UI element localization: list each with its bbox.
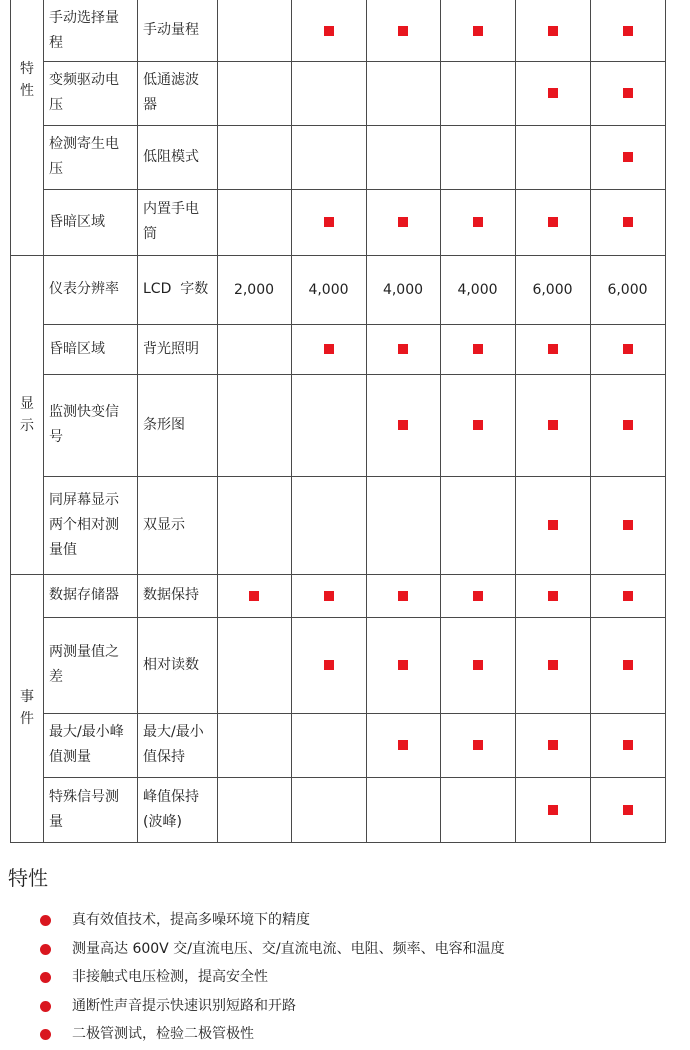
function-cell: 相对读数 xyxy=(143,656,199,673)
grid-line xyxy=(665,0,666,842)
feature-text: 二极管测试，检验二极管极性 xyxy=(72,1026,254,1042)
bullet-dot-icon xyxy=(40,972,51,983)
supported-mark-icon xyxy=(398,591,408,601)
supported-mark-icon xyxy=(324,217,334,227)
function-cell: 双显示 xyxy=(143,516,185,533)
grid-line xyxy=(440,0,441,842)
supported-mark-icon xyxy=(548,520,558,530)
supported-mark-icon xyxy=(324,660,334,670)
feature-item xyxy=(36,963,505,992)
supported-mark-icon xyxy=(548,88,558,98)
supported-mark-icon xyxy=(324,26,334,36)
grid-line xyxy=(590,0,591,842)
feature-item xyxy=(36,935,505,964)
feature-cell: 检测寄生电 压 xyxy=(49,136,119,177)
supported-mark-icon xyxy=(623,740,633,750)
bullet-dot-icon xyxy=(40,915,51,926)
grid-line xyxy=(291,0,292,842)
feature-cell: 同屏幕显示 两个相对测 量值 xyxy=(49,491,119,558)
feature-cell: 两测量值之 差 xyxy=(49,644,119,685)
feature-cell: 昏暗区域 xyxy=(49,213,105,230)
feature-cell: 变频驱动电 压 xyxy=(49,72,119,113)
feature-text: 通断性声音提示快速识别短路和开路 xyxy=(72,997,296,1014)
function-cell: 条形图 xyxy=(143,416,185,433)
supported-mark-icon xyxy=(548,740,558,750)
supported-mark-icon xyxy=(548,26,558,36)
supported-mark-icon xyxy=(623,660,633,670)
supported-mark-icon xyxy=(473,217,483,227)
grid-line xyxy=(366,0,367,842)
supported-mark-icon xyxy=(548,420,558,430)
group-label: 显 示 xyxy=(20,395,34,434)
grid-line xyxy=(10,842,666,843)
value-cell: 4,000 xyxy=(308,281,349,298)
function-cell: 最大/最小 值保持 xyxy=(143,724,204,765)
supported-mark-icon xyxy=(398,740,408,750)
value-cell: 4,000 xyxy=(382,281,424,298)
supported-mark-icon xyxy=(398,217,408,227)
supported-mark-icon xyxy=(473,740,483,750)
feature-cell: 仪表分辨率 xyxy=(49,281,119,297)
group-label: 事 件 xyxy=(20,689,34,727)
supported-mark-icon xyxy=(548,344,558,354)
supported-mark-icon xyxy=(623,420,633,430)
supported-mark-icon xyxy=(473,591,483,601)
value-cell: 6,000 xyxy=(532,281,573,298)
value-cell: 2,000 xyxy=(233,281,275,298)
bullet-dot-icon xyxy=(40,944,51,955)
supported-mark-icon xyxy=(623,805,633,815)
supported-mark-icon xyxy=(398,660,408,670)
function-cell: 峰值保持 (波峰) xyxy=(143,788,199,830)
value-cell: 4,000 xyxy=(457,281,498,298)
function-cell: 手动量程 xyxy=(143,22,199,38)
supported-mark-icon xyxy=(623,88,633,98)
feature-text: 测量高达 600V 交/直流电压、交/直流电流、电阻、频率、电容和温度 xyxy=(72,940,505,957)
feature-cell: 最大/最小峰 值测量 xyxy=(49,724,124,765)
supported-mark-icon xyxy=(398,344,408,354)
function-cell: LCD 字数 xyxy=(143,281,209,297)
function-cell: 内置手电 筒 xyxy=(143,201,199,242)
supported-mark-icon xyxy=(398,26,408,36)
supported-mark-icon xyxy=(623,26,633,36)
supported-mark-icon xyxy=(473,660,483,670)
bullet-dot-icon xyxy=(40,1001,51,1012)
supported-mark-icon xyxy=(324,591,334,601)
feature-cell: 手动选择量 程 xyxy=(49,9,119,51)
feature-item xyxy=(36,1020,505,1049)
supported-mark-icon xyxy=(548,660,558,670)
function-cell: 数据保持 xyxy=(143,587,199,603)
supported-mark-icon xyxy=(249,591,259,601)
supported-mark-icon xyxy=(623,591,633,601)
supported-mark-icon xyxy=(623,217,633,227)
feature-text: 非接触式电压检测，提高安全性 xyxy=(72,969,268,985)
feature-text: 真有效值技术，提高多噪环境下的精度 xyxy=(72,912,310,928)
grid-line xyxy=(515,0,516,842)
grid-line xyxy=(217,0,218,842)
supported-mark-icon xyxy=(473,344,483,354)
feature-item xyxy=(36,992,505,1021)
supported-mark-icon xyxy=(548,591,558,601)
section-title: 特性 xyxy=(8,866,48,890)
supported-mark-icon xyxy=(548,217,558,227)
feature-list xyxy=(36,906,505,1049)
function-cell: 低通滤波 器 xyxy=(143,72,199,113)
function-cell: 背光照明 xyxy=(143,340,199,357)
supported-mark-icon xyxy=(473,26,483,36)
feature-cell: 昏暗区域 xyxy=(49,340,105,357)
feature-cell: 特殊信号测 量 xyxy=(49,788,119,830)
feature-cell: 监测快变信 号 xyxy=(49,404,119,445)
supported-mark-icon xyxy=(473,420,483,430)
supported-mark-icon xyxy=(623,152,633,162)
supported-mark-icon xyxy=(398,420,408,430)
function-cell: 低阻模式 xyxy=(143,148,199,165)
supported-mark-icon xyxy=(548,805,558,815)
feature-cell: 数据存储器 xyxy=(49,587,119,603)
supported-mark-icon xyxy=(623,520,633,530)
bullet-dot-icon xyxy=(40,1029,51,1040)
group-label: 特 性 xyxy=(20,61,34,99)
supported-mark-icon xyxy=(324,344,334,354)
feature-item xyxy=(36,906,505,935)
supported-mark-icon xyxy=(623,344,633,354)
value-cell: 6,000 xyxy=(607,281,648,298)
